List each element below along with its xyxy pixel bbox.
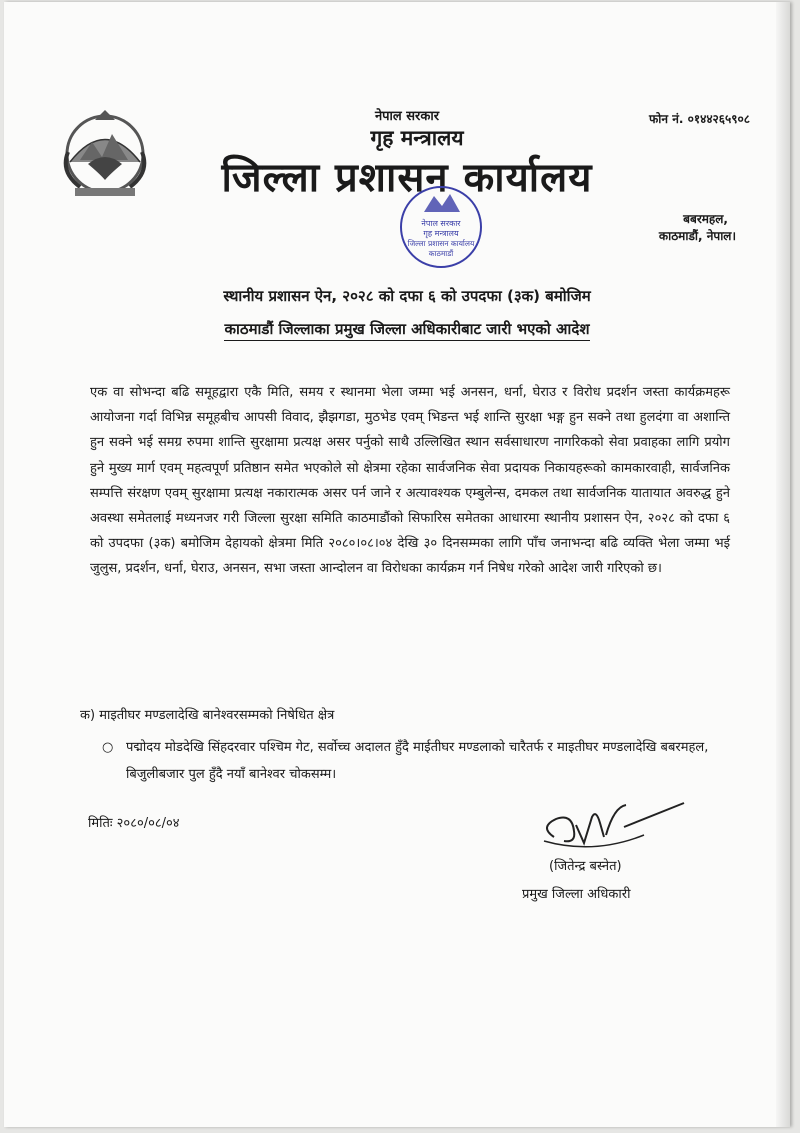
- ministry-name: गृह मन्त्रालय: [370, 126, 464, 150]
- phone-number: फोन नं. ०१४४२६५९०८: [649, 112, 750, 126]
- restricted-area-title: क) माइतीघर मण्डलादेखि बानेश्वरसम्मको निषेधित क्षेत्र: [80, 708, 335, 723]
- office-stamp: [396, 182, 486, 272]
- stamp-line-1: नेपाल सरकार: [421, 219, 461, 228]
- document-page: [4, 2, 790, 1127]
- office-name: जिल्ला प्रशासन कार्यालय: [221, 155, 593, 201]
- stamp-line-2: गृह मन्त्रालय: [423, 229, 459, 238]
- order-heading-line-2: [4, 319, 790, 339]
- bullet-circle-icon: ○: [102, 740, 114, 755]
- address-line-1: बबरमहल,: [683, 212, 728, 226]
- signer-name: (जितेन्द्र बस्नेत): [549, 859, 622, 874]
- order-heading-line-2-text: काठमाडौं जिल्लाका प्रमुख जिल्ला अधिकारीबाट जारी भएको आदेश: [224, 320, 589, 341]
- address-line-2: काठमाडौं, नेपाल।: [658, 229, 736, 243]
- order-date: मितिः २०८०/०८/०४: [88, 816, 180, 831]
- government-name: नेपाल सरकार: [374, 109, 440, 124]
- restricted-area-text: पद्मोदय मोडदेखि सिंहदरवार पश्चिम गेट, सर्वोच्च अदालत हुँदै माईतीघर मण्डलाको चारैतर्फ र माइतीघर मण्डलादेखि बबरमहल, बिजुलीबजार पुल हुँदै नयाँ बानेश्वर चोकसम्म।: [126, 740, 709, 782]
- restricted-area-item: [102, 734, 720, 788]
- stamp-line-4: काठमाडौं: [428, 249, 454, 258]
- order-body-paragraph: एक वा सोभन्दा बढि समूहद्वारा एकै मिति, समय र स्थानमा भेला जम्मा भई अनसन, धर्ना, घेराउ र विरोध प्रदर्शन जस्ता कार्यक्रमहरू आयोजना गर्दा विभिन्न समूहबीच आपसी विवाद, झैझगडा, मुठभेड एवम् भिडन्त भई शान्ति सुरक्षा भङ्ग हुन सक्ने तथा हुलदंगा वा अशान्ति हुन सक्ने भई समग्र रुपमा शान्ति सुरक्षामा प्रत्यक्ष असर पर्नुको साथै उल्लिखित स्थान सर्वसाधारण नागरिकको सेवा प्रवाहका लागि प्रयोग हुने मुख्य मार्ग एवम् महत्वपूर्ण प्रतिष्ठान समेत भएकोले सो क्षेत्रमा रहेका सार्वजनिक सेवा प्रदायक निकायहरूको कामकारवाही, सार्वजनिक सम्पत्ति संरक्षण एवम् सुरक्षामा प्रत्यक्ष नकारात्मक असर पर्न जाने र अत्यावश्यक एम्बुलेन्स, दमकल तथा सार्वजनिक यातायात अवरुद्ध हुने अवस्था समेतलाई मध्यनजर गरी जिल्ला सुरक्षा समिति काठमाडौंको सिफारिस समेतका आधारमा स्थानीय प्रशासन ऐन, २०२८ को दफा ६ को उपदफा (३क) बमोजिम देहायको क्षेत्रमा मिति २०८०।०८।०४ देखि ३० दिनसम्मका लागि पाँच जनाभन्दा बढि व्यक्ति भेला जम्मा भई जुलुस, प्रदर्शन, धर्ना, घेराउ, अनसन, सभा जस्ता आन्दोलन वा विरोधका कार्यक्रम गर्न निषेध गरेको आदेश जारी गरिएको छ।: [90, 385, 730, 577]
- handwritten-signature: [534, 797, 694, 857]
- signer-title: प्रमुख जिल्ला अधिकारी: [522, 887, 631, 902]
- order-heading-line-1: स्थानीय प्रशासन ऐन, २०२८ को दफा ६ को उपदफा (३क) बमोजिम: [223, 287, 591, 305]
- stamp-line-3: जिल्ला प्रशासन कार्यालय: [407, 239, 475, 248]
